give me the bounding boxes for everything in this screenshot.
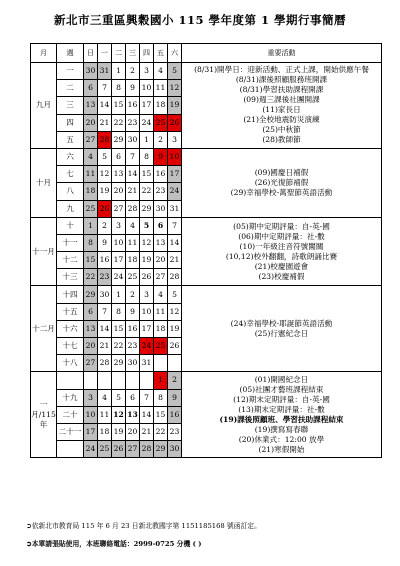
day-cell: 22 bbox=[154, 423, 168, 440]
event-item: (10)一年級注音符號闖關 bbox=[239, 241, 324, 251]
day-cell: 9 bbox=[168, 389, 182, 406]
week-label: 九 bbox=[57, 200, 84, 217]
day-cell: 1 bbox=[84, 217, 98, 234]
day-cell: 26 bbox=[168, 114, 182, 131]
day-cell: 27 bbox=[84, 131, 98, 148]
day-cell: 23 bbox=[126, 338, 140, 355]
day-cell: 30 bbox=[126, 131, 140, 148]
event-item: (21)校慶園遊會 bbox=[254, 261, 309, 271]
footer-note: ➲依新北市教育局 115 年 6 月 23 日新北教國字第 1151185168 號函訂定。 bbox=[26, 522, 261, 530]
event-item: (25)行憲紀念日 bbox=[254, 328, 309, 338]
day-cell: 28 bbox=[168, 269, 182, 286]
day-cell bbox=[140, 372, 154, 389]
day-cell: 6 bbox=[154, 217, 168, 234]
day-cell: 3 bbox=[112, 217, 126, 234]
day-cell: 30 bbox=[168, 441, 182, 458]
day-cell: 2 bbox=[168, 372, 182, 389]
day-cell: 17 bbox=[168, 166, 182, 183]
week-row bbox=[31, 286, 382, 303]
header-cell: 一 bbox=[98, 44, 112, 63]
header-cell: 二 bbox=[112, 44, 126, 63]
day-cell: 2 bbox=[154, 131, 168, 148]
day-cell: 20 bbox=[154, 252, 168, 269]
day-cell: 16 bbox=[98, 252, 112, 269]
event-item: (25)中秋節 bbox=[262, 125, 301, 135]
day-cell: 8 bbox=[112, 80, 126, 97]
day-cell: 6 bbox=[84, 303, 98, 320]
day-cell: 18 bbox=[126, 252, 140, 269]
day-cell: 12 bbox=[168, 80, 182, 97]
week-label bbox=[57, 372, 84, 389]
day-cell: 2 bbox=[98, 217, 112, 234]
day-cell: 19 bbox=[112, 423, 126, 440]
week-row bbox=[31, 217, 382, 234]
header-cell: 三 bbox=[126, 44, 140, 63]
day-cell: 4 bbox=[84, 148, 98, 165]
day-cell: 12 bbox=[168, 303, 182, 320]
day-cell: 21 bbox=[168, 252, 182, 269]
day-cell: 28 bbox=[126, 200, 140, 217]
day-cell: 21 bbox=[98, 338, 112, 355]
day-cell: 9 bbox=[154, 148, 168, 165]
day-cell bbox=[112, 372, 126, 389]
events-cell bbox=[182, 217, 382, 286]
day-cell: 7 bbox=[168, 217, 182, 234]
day-cell: 15 bbox=[84, 252, 98, 269]
event-item: (8/31)學習扶助課程開課 bbox=[239, 85, 324, 95]
day-cell: 28 bbox=[98, 355, 112, 372]
week-row bbox=[31, 63, 382, 80]
day-cell: 4 bbox=[154, 63, 168, 80]
day-cell: 20 bbox=[126, 423, 140, 440]
day-cell: 21 bbox=[140, 423, 154, 440]
day-cell: 9 bbox=[98, 234, 112, 251]
week-label: 七 bbox=[57, 166, 84, 183]
day-cell: 8 bbox=[112, 303, 126, 320]
day-cell: 29 bbox=[112, 131, 126, 148]
day-cell: 30 bbox=[154, 200, 168, 217]
event-item: (23)校慶補假 bbox=[258, 271, 305, 281]
day-cell: 11 bbox=[84, 166, 98, 183]
day-cell: 31 bbox=[140, 355, 154, 372]
day-cell: 24 bbox=[140, 338, 154, 355]
day-cell: 23 bbox=[98, 269, 112, 286]
day-cell: 22 bbox=[84, 269, 98, 286]
day-cell: 20 bbox=[84, 114, 98, 131]
day-cell: 1 bbox=[140, 131, 154, 148]
day-cell: 12 bbox=[140, 234, 154, 251]
event-item: (29)幸福學校-萬聖節英語活動 bbox=[230, 187, 333, 197]
day-cell: 10 bbox=[140, 303, 154, 320]
day-cell: 7 bbox=[126, 148, 140, 165]
header-row bbox=[31, 44, 382, 63]
day-cell: 8 bbox=[154, 389, 168, 406]
day-cell: 16 bbox=[168, 406, 182, 423]
day-cell: 13 bbox=[84, 97, 98, 114]
day-cell: 5 bbox=[168, 63, 182, 80]
day-cell: 26 bbox=[140, 269, 154, 286]
week-label: 二十一 bbox=[57, 423, 84, 440]
day-cell: 14 bbox=[98, 320, 112, 337]
event-item: (11)家長日 bbox=[262, 105, 301, 115]
week-label bbox=[57, 441, 84, 458]
day-cell: 6 bbox=[126, 389, 140, 406]
week-label: 十八 bbox=[57, 355, 84, 372]
day-cell: 4 bbox=[126, 217, 140, 234]
week-label: 五 bbox=[57, 131, 84, 148]
footer-contact: ➲本單請張貼使用，本班聯絡電話：2999-0725 分機 ( ) bbox=[26, 540, 202, 548]
day-cell: 13 bbox=[112, 166, 126, 183]
day-cell: 27 bbox=[154, 269, 168, 286]
day-cell: 16 bbox=[126, 97, 140, 114]
event-item: (01)開國紀念日 bbox=[254, 374, 309, 384]
day-cell: 22 bbox=[112, 338, 126, 355]
day-cell: 11 bbox=[98, 406, 112, 423]
day-cell: 3 bbox=[168, 131, 182, 148]
day-cell: 15 bbox=[154, 406, 168, 423]
event-item: (06)期中定期評量：社-數 bbox=[238, 231, 325, 241]
day-cell: 3 bbox=[84, 389, 98, 406]
day-cell: 25 bbox=[84, 200, 98, 217]
day-cell: 27 bbox=[84, 355, 98, 372]
event-item: (24)幸福學校-耶誕節英語活動 bbox=[230, 318, 333, 328]
day-cell: 18 bbox=[154, 320, 168, 337]
day-cell bbox=[168, 355, 182, 372]
day-cell: 10 bbox=[112, 234, 126, 251]
day-cell: 25 bbox=[154, 114, 168, 131]
day-cell: 28 bbox=[140, 441, 154, 458]
week-label: 一 bbox=[57, 63, 84, 80]
day-cell: 2 bbox=[126, 63, 140, 80]
page-title: 新北市三重區興穀國小 115 學年度第 1 學期行事簡曆 bbox=[53, 13, 347, 27]
day-cell: 15 bbox=[112, 320, 126, 337]
day-cell bbox=[98, 372, 112, 389]
week-label: 十四 bbox=[57, 286, 84, 303]
month-label: 十月 bbox=[31, 148, 57, 217]
day-cell: 9 bbox=[126, 303, 140, 320]
week-label: 四 bbox=[57, 114, 84, 131]
day-cell: 11 bbox=[154, 80, 168, 97]
day-cell: 4 bbox=[98, 389, 112, 406]
day-cell: 25 bbox=[154, 338, 168, 355]
header-cell: 月 bbox=[31, 44, 57, 63]
calendar-table bbox=[30, 43, 382, 458]
week-label: 六 bbox=[57, 148, 84, 165]
day-cell: 11 bbox=[126, 234, 140, 251]
day-cell: 26 bbox=[98, 200, 112, 217]
week-row bbox=[31, 372, 382, 389]
event-item: (28)教師節 bbox=[262, 135, 301, 145]
event-item: (8/31)開學日：迎新活動、正式上課，開始供應午餐 bbox=[194, 65, 369, 75]
day-cell: 1 bbox=[112, 286, 126, 303]
day-cell: 10 bbox=[84, 406, 98, 423]
day-cell: 5 bbox=[98, 148, 112, 165]
day-cell: 31 bbox=[168, 200, 182, 217]
header-cell: 日 bbox=[84, 44, 98, 63]
day-cell: 26 bbox=[112, 441, 126, 458]
day-cell bbox=[154, 355, 168, 372]
week-label: 十一 bbox=[57, 234, 84, 251]
day-cell: 23 bbox=[126, 114, 140, 131]
day-cell: 24 bbox=[112, 269, 126, 286]
day-cell: 1 bbox=[154, 372, 168, 389]
event-item: (10,12)校外翻翻，詩歌朗誦比賽 bbox=[225, 251, 338, 261]
week-label: 十二 bbox=[57, 252, 84, 269]
day-cell: 17 bbox=[140, 320, 154, 337]
day-cell: 19 bbox=[140, 252, 154, 269]
day-cell: 21 bbox=[98, 114, 112, 131]
day-cell: 29 bbox=[84, 286, 98, 303]
day-cell: 15 bbox=[112, 97, 126, 114]
day-cell: 14 bbox=[126, 166, 140, 183]
day-cell bbox=[84, 372, 98, 389]
month-label: 九月 bbox=[31, 63, 57, 149]
month-label: 十一月 bbox=[31, 217, 57, 286]
day-cell: 5 bbox=[168, 286, 182, 303]
event-item: (19)撰寫寫春聯 bbox=[254, 424, 309, 434]
day-cell: 24 bbox=[84, 441, 98, 458]
event-item: (12)期末定期評量：自-英-國 bbox=[233, 394, 330, 404]
header-cell: 四 bbox=[140, 44, 154, 63]
day-cell: 24 bbox=[168, 183, 182, 200]
event-item: (13)期末定期評量：社-數 bbox=[238, 404, 325, 414]
event-item: (09)週三課後社團開課 bbox=[243, 95, 320, 105]
day-cell: 8 bbox=[84, 234, 98, 251]
day-cell: 25 bbox=[126, 269, 140, 286]
day-cell: 14 bbox=[98, 97, 112, 114]
day-cell: 18 bbox=[154, 97, 168, 114]
events-cell bbox=[182, 372, 382, 458]
header-cell: 五 bbox=[154, 44, 168, 63]
day-cell: 2 bbox=[126, 286, 140, 303]
events-cell bbox=[182, 63, 382, 149]
day-cell: 9 bbox=[126, 80, 140, 97]
day-cell: 30 bbox=[126, 355, 140, 372]
day-cell: 30 bbox=[84, 63, 98, 80]
day-cell: 4 bbox=[154, 286, 168, 303]
day-cell: 16 bbox=[154, 166, 168, 183]
event-item: (05)社團才藝班課程結束 bbox=[239, 384, 324, 394]
day-cell: 18 bbox=[98, 423, 112, 440]
day-cell: 20 bbox=[112, 183, 126, 200]
day-cell: 21 bbox=[126, 183, 140, 200]
week-label: 十六 bbox=[57, 320, 84, 337]
event-item: (09)國慶日補假 bbox=[254, 167, 309, 177]
day-cell: 22 bbox=[140, 183, 154, 200]
day-cell: 19 bbox=[168, 320, 182, 337]
day-cell: 6 bbox=[84, 80, 98, 97]
day-cell: 13 bbox=[154, 234, 168, 251]
day-cell: 29 bbox=[140, 200, 154, 217]
day-cell: 18 bbox=[84, 183, 98, 200]
day-cell: 16 bbox=[126, 320, 140, 337]
event-item: (26)光復節補假 bbox=[254, 177, 309, 187]
event-item: (8/31)課後照顧服務班開課 bbox=[235, 75, 328, 85]
day-cell: 12 bbox=[112, 406, 126, 423]
day-cell: 28 bbox=[98, 131, 112, 148]
week-label: 十七 bbox=[57, 338, 84, 355]
day-cell: 22 bbox=[112, 114, 126, 131]
day-cell: 26 bbox=[168, 338, 182, 355]
day-cell: 10 bbox=[168, 148, 182, 165]
month-label: 一月/115年 bbox=[31, 372, 57, 458]
day-cell: 25 bbox=[98, 441, 112, 458]
day-cell: 17 bbox=[112, 252, 126, 269]
day-cell: 7 bbox=[140, 389, 154, 406]
day-cell: 1 bbox=[112, 63, 126, 80]
week-row bbox=[31, 148, 382, 165]
day-cell: 6 bbox=[112, 148, 126, 165]
day-cell: 17 bbox=[84, 423, 98, 440]
header-cell: 六 bbox=[168, 44, 182, 63]
day-cell: 27 bbox=[112, 200, 126, 217]
day-cell: 3 bbox=[140, 63, 154, 80]
day-cell: 31 bbox=[98, 63, 112, 80]
week-label: 十 bbox=[57, 217, 84, 234]
day-cell: 12 bbox=[98, 166, 112, 183]
header-cell: 重要活動 bbox=[182, 44, 382, 63]
day-cell: 19 bbox=[98, 183, 112, 200]
event-item: (21)寒假開始 bbox=[258, 444, 305, 454]
day-cell: 27 bbox=[126, 441, 140, 458]
day-cell: 24 bbox=[140, 114, 154, 131]
day-cell: 8 bbox=[140, 148, 154, 165]
day-cell: 17 bbox=[140, 97, 154, 114]
day-cell: 23 bbox=[154, 183, 168, 200]
day-cell: 5 bbox=[112, 389, 126, 406]
day-cell: 30 bbox=[98, 286, 112, 303]
day-cell: 19 bbox=[168, 97, 182, 114]
event-item: (05)期中定期評量：自-英-國 bbox=[233, 221, 330, 231]
week-label: 十三 bbox=[57, 269, 84, 286]
day-cell bbox=[126, 372, 140, 389]
event-item: (21)全校地震防災演練 bbox=[243, 115, 320, 125]
day-cell: 14 bbox=[140, 406, 154, 423]
day-cell: 7 bbox=[98, 303, 112, 320]
day-cell: 14 bbox=[168, 234, 182, 251]
day-cell: 10 bbox=[140, 80, 154, 97]
day-cell: 20 bbox=[84, 338, 98, 355]
week-label: 八 bbox=[57, 183, 84, 200]
week-label: 二十 bbox=[57, 406, 84, 423]
week-label: 十九 bbox=[57, 389, 84, 406]
day-cell: 29 bbox=[112, 355, 126, 372]
event-item: (20)休業式：12:00 放學 bbox=[238, 434, 325, 444]
day-cell: 15 bbox=[140, 166, 154, 183]
day-cell: 11 bbox=[154, 303, 168, 320]
day-cell: 7 bbox=[98, 80, 112, 97]
day-cell: 13 bbox=[126, 406, 140, 423]
day-cell: 5 bbox=[140, 217, 154, 234]
week-label: 十五 bbox=[57, 303, 84, 320]
week-label: 三 bbox=[57, 97, 84, 114]
day-cell: 13 bbox=[84, 320, 98, 337]
week-label: 二 bbox=[57, 80, 84, 97]
events-cell bbox=[182, 148, 382, 217]
month-label: 十二月 bbox=[31, 286, 57, 372]
header-cell: 週 bbox=[57, 44, 84, 63]
events-cell bbox=[182, 286, 382, 372]
day-cell: 29 bbox=[154, 441, 168, 458]
day-cell: 23 bbox=[168, 423, 182, 440]
day-cell: 3 bbox=[140, 286, 154, 303]
event-item: (19)課後照顧班、學習扶助課程結束 bbox=[219, 414, 344, 424]
